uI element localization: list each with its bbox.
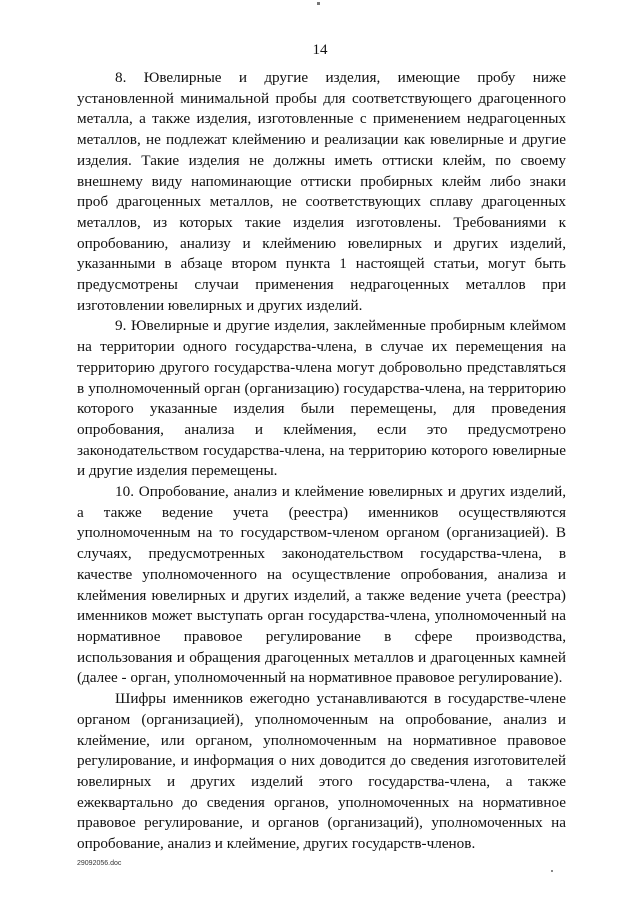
file-code: 29092056.doc — [77, 860, 122, 867]
paragraph-10-continuation: Шифры именников ежегодно устанавливаются в государстве-члене органом (организацией), уполномоченным на опробование, анализ и клеймение, или органом, уполномоченным на нормативное правовое регулирование, и информация о них доводится до сведения изготовителей ювелирных и других изделий этого государства-члена, а также ежеквартально до сведения органов, уполномоченных на нормативное правовое регулирование, и органов (организаций), уполномоченных на опробование, анализ и клеймение, других государств-членов. — [77, 690, 566, 853]
scan-mark — [317, 2, 320, 5]
scan-mark — [551, 870, 553, 872]
paragraph-10: 10. Опробование, анализ и клеймение ювелирных и других изделий, а также ведение учета (реестра) именников осуществляются уполномоченным на то государством-членом органом (организацией). В случаях, предусмотренных законодательством государства-члена, в качестве уполномоченного на осуществление опробования, анализа и клеймения ювелирных и других изделий, а также ведение учета (реестра) именников может выступать орган государства-члена, уполномоченный на нормативное правовое регулирование в сфере производства, использования и обращения драгоценных металлов и драгоценных камней (далее - орган, уполномоченный на нормативное правовое регулирование). — [77, 483, 566, 687]
paragraph-8: 8. Ювелирные и другие изделия, имеющие пробу ниже установленной минимальной пробы для соответствующего драгоценного металла, а также изделия, изготовленные с применением недрагоценных металлов, не подлежат клеймению и реализации как ювелирные и другие изделия. Такие изделия не должны иметь оттиски клейм, по своему внешнему виду напоминающие оттиски пробирных клейм либо знаки проб драгоценных металлов, не соответствующих сплаву драгоценных металлов, из которых такие изделия изготовлены. Требованиями к опробованию, анализу и клеймению ювелирных и других изделий, указанными в абзаце втором пункта 1 настоящей статьи, могут быть предусмотрены случаи применения недрагоценных металлов при изготовлении ювелирных и других изделий. — [77, 69, 566, 314]
page-number: 14 — [312, 42, 328, 58]
paragraph-9: 9. Ювелирные и другие изделия, заклейменные пробирным клеймом на территории одного государства-члена, в случае их перемещения на территорию другого государства-члена могут добровольно представляться в уполномоченный орган (организацию) государства-члена, на территорию которого указанные изделия были перемещены, для проведения опробования, анализа и клеймения, если это предусмотрено законодательством государства-члена, на территорию которого ювелирные и другие изделия перемещены. — [77, 317, 566, 480]
document-body — [77, 68, 566, 855]
